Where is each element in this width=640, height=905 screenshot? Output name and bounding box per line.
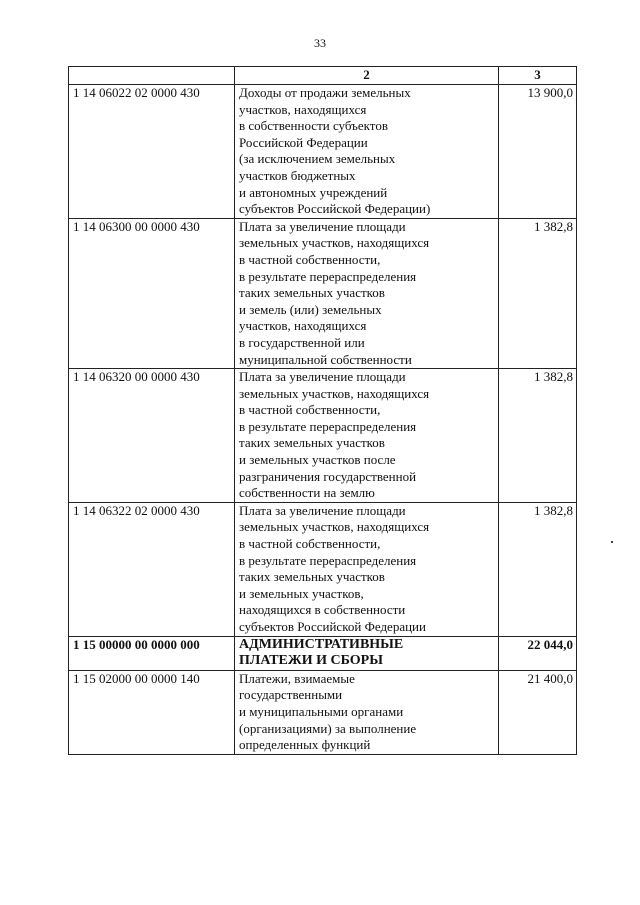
classification-code: 1 14 06300 00 0000 430	[69, 218, 235, 368]
amount-value: 1 382,8	[499, 369, 577, 503]
classification-code: 1 14 06322 02 0000 430	[69, 502, 235, 636]
revenue-name-line: в собственности субъектов	[239, 118, 388, 134]
revenue-name	[235, 502, 499, 636]
revenue-name-line: Российской Федерации	[239, 134, 368, 150]
revenue-name-line: в государственной или	[239, 334, 365, 350]
revenue-name-line: Плата за увеличение площади	[239, 369, 406, 385]
revenue-name-line: таких земельных участков	[239, 569, 385, 585]
revenue-name-line: земельных участков, находящихся	[239, 235, 430, 251]
revenue-name-line: АДМИНИСТРАТИВНЫЕ	[239, 636, 404, 652]
revenue-name-line: участков бюджетных	[239, 167, 356, 183]
table-row	[69, 85, 577, 219]
amount-value: 1 382,8	[499, 502, 577, 636]
table-body	[69, 85, 577, 755]
revenue-name-line: (за исключением земельных	[239, 151, 396, 167]
revenue-name-line: Платежи, взимаемые	[239, 670, 355, 686]
revenue-name	[235, 369, 499, 503]
revenue-name-line: в результате перераспределения	[239, 418, 417, 434]
revenue-name	[235, 85, 499, 219]
revenue-name-line: и земельных участков после	[239, 452, 396, 468]
revenue-name-line: в частной собственности,	[239, 251, 381, 267]
table-header-row	[69, 67, 577, 85]
revenue-name-line: находящихся в собственности	[239, 602, 406, 618]
budget-revenue-table	[68, 66, 577, 755]
revenue-name-line: в частной собственности,	[239, 402, 381, 418]
header-column-2: 2	[235, 67, 499, 85]
table-row	[69, 369, 577, 503]
header-column-3: 3	[499, 67, 577, 85]
amount-value: 1 382,8	[499, 218, 577, 368]
page-number: 33	[314, 36, 326, 50]
revenue-name-line: таких земельных участков	[239, 435, 385, 451]
revenue-name-line: и земель (или) земельных	[239, 301, 382, 317]
classification-code: 1 14 06320 00 0000 430	[69, 369, 235, 503]
revenue-name-line: (организациями) за выполнение	[239, 720, 417, 736]
table-row	[69, 670, 577, 754]
revenue-name-line: в результате перераспределения	[239, 268, 417, 284]
revenue-name-line: и земельных участков,	[239, 585, 364, 601]
revenue-name	[235, 670, 499, 754]
revenue-name-line: государственными	[239, 687, 343, 703]
revenue-name-line: Плата за увеличение площади	[239, 218, 406, 234]
header-column-1	[69, 67, 235, 85]
classification-code: 1 15 00000 00 0000 000	[69, 636, 235, 670]
amount-value: 21 400,0	[499, 670, 577, 754]
revenue-name-line: Плата за увеличение площади	[239, 502, 406, 518]
revenue-name-line: Доходы от продажи земельных	[239, 85, 411, 100]
revenue-name-line: муниципальной собственности	[239, 351, 412, 367]
amount-value: 13 900,0	[499, 85, 577, 219]
revenue-name-line: субъектов Российской Федерации	[239, 619, 426, 634]
table-row	[69, 502, 577, 636]
revenue-name-line: таких земельных участков	[239, 285, 385, 301]
amount-value: 22 044,0	[499, 636, 577, 670]
revenue-name-line: и автономных учреждений	[239, 184, 388, 200]
revenue-name-line: в частной собственности,	[239, 536, 381, 552]
revenue-name-line: земельных участков, находящихся	[239, 519, 430, 535]
revenue-name	[235, 218, 499, 368]
classification-code: 1 14 06022 02 0000 430	[69, 85, 235, 219]
revenue-name-line: ПЛАТЕЖИ И СБОРЫ	[239, 653, 383, 669]
revenue-name-line: земельных участков, находящихся	[239, 385, 430, 401]
revenue-name-line: участков, находящихся	[239, 101, 367, 117]
revenue-name	[235, 636, 499, 670]
revenue-name-line: в результате перераспределения	[239, 552, 417, 568]
revenue-name-line: разграничения государственной	[239, 468, 417, 484]
revenue-name-line: собственности на землю	[239, 485, 375, 501]
revenue-name-line: и муниципальными органами	[239, 703, 404, 719]
table-row	[69, 636, 577, 670]
classification-code: 1 15 02000 00 0000 140	[69, 670, 235, 754]
revenue-name-line: субъектов Российской Федерации)	[239, 201, 431, 217]
margin-speck	[611, 541, 613, 543]
revenue-name-line: участков, находящихся	[239, 318, 367, 334]
table-row	[69, 218, 577, 368]
revenue-name-line: определенных функций	[239, 737, 371, 753]
